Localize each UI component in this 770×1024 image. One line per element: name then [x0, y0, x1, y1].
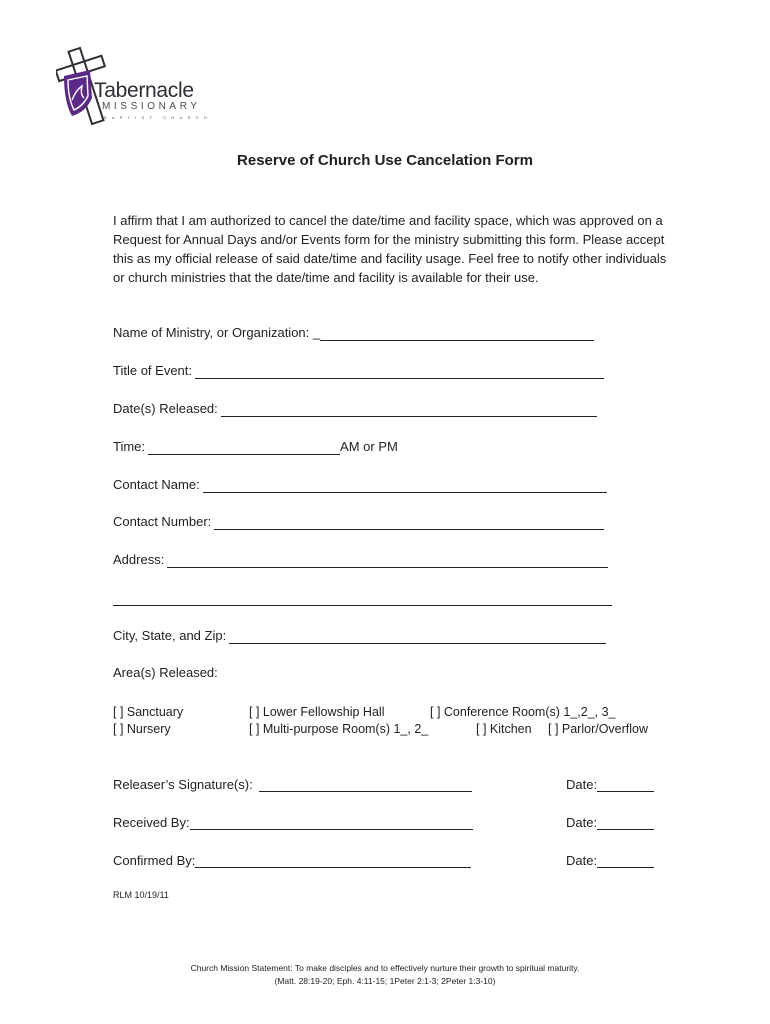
intro-paragraph: I affirm that I am authorized to cancel the date/time and facility space, which was approved on a Request for Annual Days and/or Events form for the ministry submitting this form. Please accept this as my official release of said date/time and facility usage. Feel free to notify other individuals or church ministries that the date/time and facility is available for their use. — [113, 213, 667, 285]
event-title-field — [113, 363, 604, 379]
area-sanctuary-checkbox[interactable]: [ ] Sanctuary — [113, 705, 184, 719]
area-multipurpose-room-checkbox[interactable]: [ ] Multi-purpose Room(s) 1_, 2_ — [249, 722, 429, 736]
ministry-field — [113, 325, 594, 341]
confirmed-by-field — [113, 853, 471, 868]
city-state-zip-field — [113, 628, 606, 644]
event-title-label: Title of Event: — [113, 363, 192, 378]
city-state-zip-label: City, State, and Zip: — [113, 628, 227, 643]
city-state-zip-input-line[interactable] — [229, 630, 606, 644]
dates-released-label: Date(s) Released: — [113, 401, 218, 416]
releaser-date-field — [566, 777, 654, 792]
confirmed-by-line[interactable] — [195, 854, 471, 868]
contact-number-field — [113, 514, 604, 530]
time-label: Time: — [113, 439, 146, 454]
event-title-input-line[interactable] — [195, 365, 604, 379]
revision-code: RLM 10/19/11 — [113, 890, 169, 900]
ministry-label: Name of Ministry, or Organization: _ — [113, 325, 321, 340]
address-field — [113, 552, 608, 568]
ministry-input-line[interactable] — [320, 327, 594, 341]
time-field — [113, 439, 398, 455]
confirmed-date-line[interactable] — [597, 854, 654, 868]
time-ampm-label: AM or PM — [340, 439, 398, 454]
area-lower-fellowship-hall-checkbox[interactable]: [ ] Lower Fellowship Hall — [249, 705, 385, 719]
area-conference-room-checkbox[interactable]: [ ] Conference Room(s) 1_,2_, 3_ — [430, 705, 616, 719]
areas-heading: Area(s) Released: — [113, 665, 218, 680]
dates-released-field — [113, 401, 597, 417]
logo-name: Tabernacle — [94, 79, 194, 102]
received-by-line[interactable] — [190, 816, 473, 830]
form-title: Reserve of Church Use Cancelation Form — [237, 152, 533, 169]
received-by-field — [113, 815, 473, 830]
confirmed-by-label: Confirmed By: — [113, 853, 196, 868]
received-date-line[interactable] — [597, 816, 654, 830]
scripture-references: (Matt. 28:19-20; Eph. 4:11-15; 1Peter 2:1-3; 2Peter 1:3-10) — [274, 976, 496, 986]
received-date-label: Date: — [566, 815, 598, 830]
contact-number-label: Contact Number: — [113, 514, 212, 529]
address-input-line[interactable] — [167, 554, 608, 568]
time-input-line[interactable] — [148, 441, 340, 455]
received-by-label: Received By: — [113, 815, 190, 830]
releaser-date-label: Date: — [566, 777, 598, 792]
releaser-date-line[interactable] — [597, 778, 654, 792]
contact-name-field — [113, 477, 607, 493]
address-input-line-2[interactable] — [113, 591, 612, 606]
church-logo — [56, 46, 216, 128]
releaser-signature-line[interactable] — [259, 778, 472, 792]
releaser-signature-label: Releaser’s Signature(s): — [113, 777, 253, 792]
address-label: Address: — [113, 552, 165, 567]
logo-subtitle: MISSIONARY — [102, 101, 201, 112]
releaser-signature-field — [113, 777, 472, 792]
contact-name-label: Contact Name: — [113, 477, 200, 492]
area-kitchen-checkbox[interactable]: [ ] Kitchen — [476, 722, 532, 736]
area-nursery-checkbox[interactable]: [ ] Nursery — [113, 722, 171, 736]
received-date-field — [566, 815, 654, 830]
confirmed-date-label: Date: — [566, 853, 598, 868]
footer — [0, 962, 770, 988]
logo-subtitle-small: BAPTIST CHURCH — [104, 115, 212, 120]
contact-number-input-line[interactable] — [214, 516, 604, 530]
confirmed-date-field — [566, 853, 654, 868]
area-parlor-overflow-checkbox[interactable]: [ ] Parlor/Overflow — [548, 722, 649, 736]
contact-name-input-line[interactable] — [203, 479, 607, 493]
dates-released-input-line[interactable] — [221, 403, 597, 417]
mission-statement: Church Mission Statement: To make disciples and to effectively nurture their growth to spiritual maturity. — [190, 963, 580, 973]
